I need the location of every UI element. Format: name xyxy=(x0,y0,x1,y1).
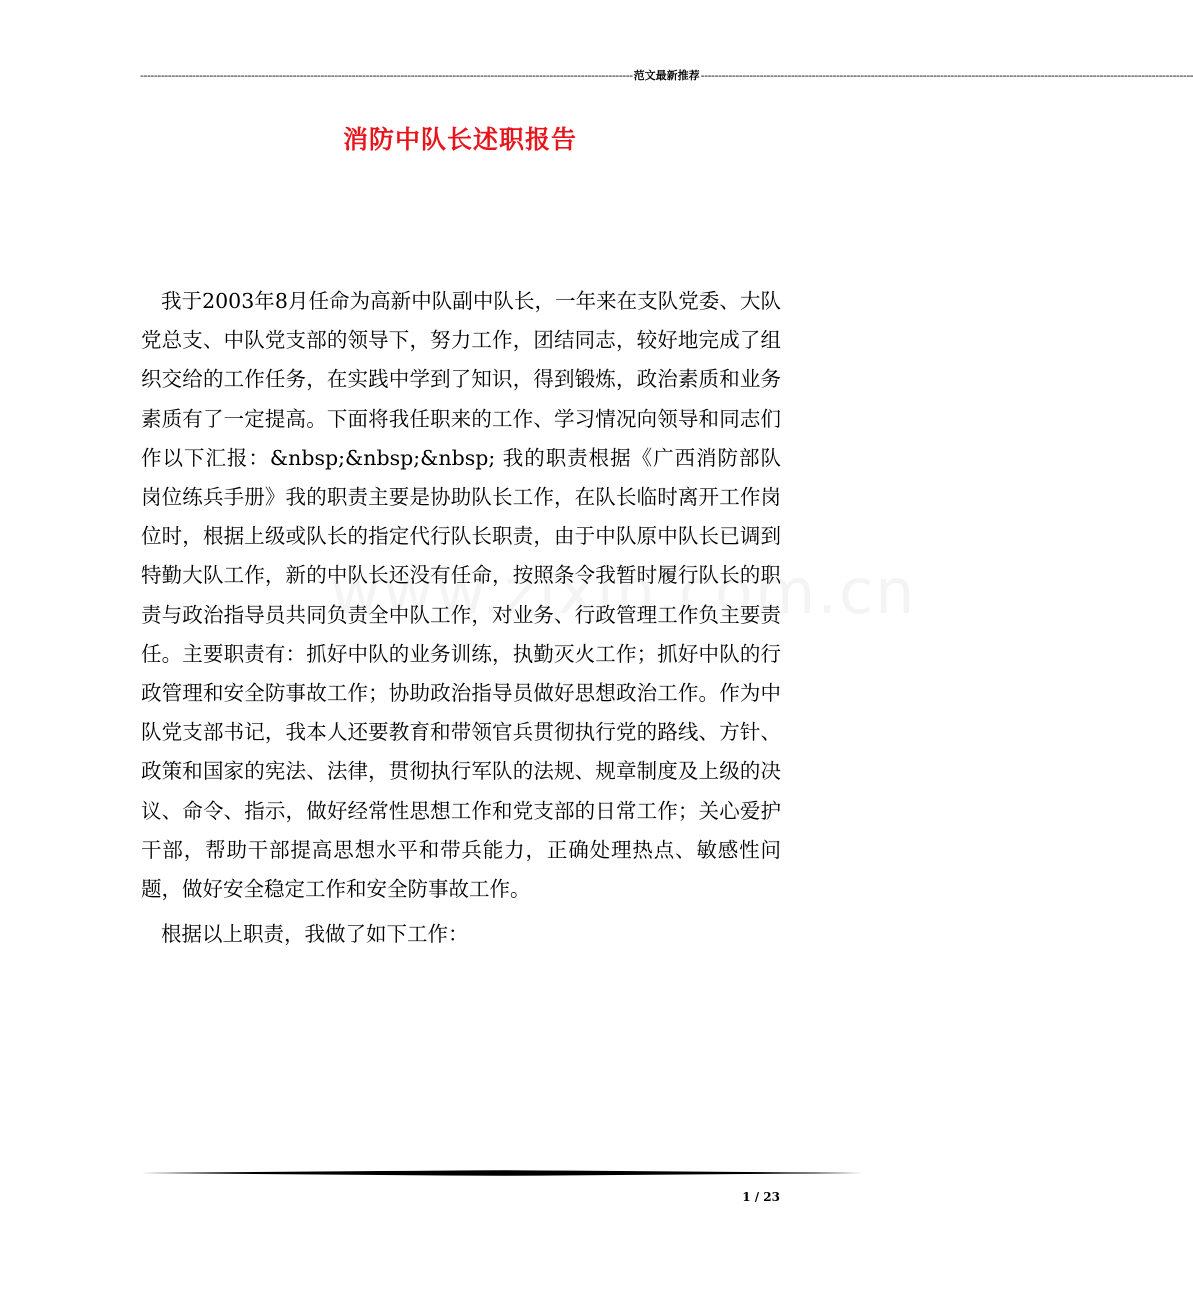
body-paragraph-1: 我于2003年8月任命为高新中队副中队长，一年来在支队党委、大队党总支、中队党支部的领导下，努力工作，团结同志，较好地完成了组织交给的工作任务，在实践中学到了知识，得到锻炼，政治素质和业务素质有了一定提高。下面将我任职来的工作、学习情况向领导和同志们作以下汇报：&nbsp;&nbsp;&nbsp; 我的职责根据《广西消防部队岗位练兵手册》我的职责主要是协助队长工作，在队长临时离开工作岗位时，根据上级或队长的指定代行队长职责，由于中队原中队长已调到特勤大队工作，新的中队长还没有任命，按照条令我暂时履行队长的职责与政治指导员共同负责全中队工作，对业务、行政管理工作负主要责任。主要职责有：抓好中队的业务训练，执勤灭火工作；抓好中队的行政管理和安全防事故工作；协助政治指导员做好思想政治工作。作为中队党支部书记，我本人还要教育和带领官兵贯彻执行党的路线、方针、政策和国家的宪法、法律，贯彻执行军队的法规、规章制度及上级的决议、命令、指示，做好经常性思想工作和党支部的日常工作；关心爱护干部，帮助干部提高思想水平和带兵能力，正确处理热点、敏感性问题，做好安全稳定工作和安全防事故工作。 xyxy=(141,289,781,902)
header-dashes-left: ---------------------------------------------------------------------------------------------------------------------------------------------- xyxy=(140,69,633,82)
body-paragraph-2: 根据以上职责，我做了如下工作： xyxy=(161,922,469,947)
header-label: 范文最新推荐 xyxy=(633,69,700,82)
page-header xyxy=(140,68,1193,84)
document-body xyxy=(141,282,781,954)
header-dashes-right: ---------------------------------------------------------------------------------------------------------------------------------------------- xyxy=(700,69,1193,82)
footer-rule xyxy=(141,1166,863,1180)
page-number: 1 / 23 xyxy=(742,1190,780,1204)
document-title: 消防中队长述职报告 xyxy=(342,125,577,154)
